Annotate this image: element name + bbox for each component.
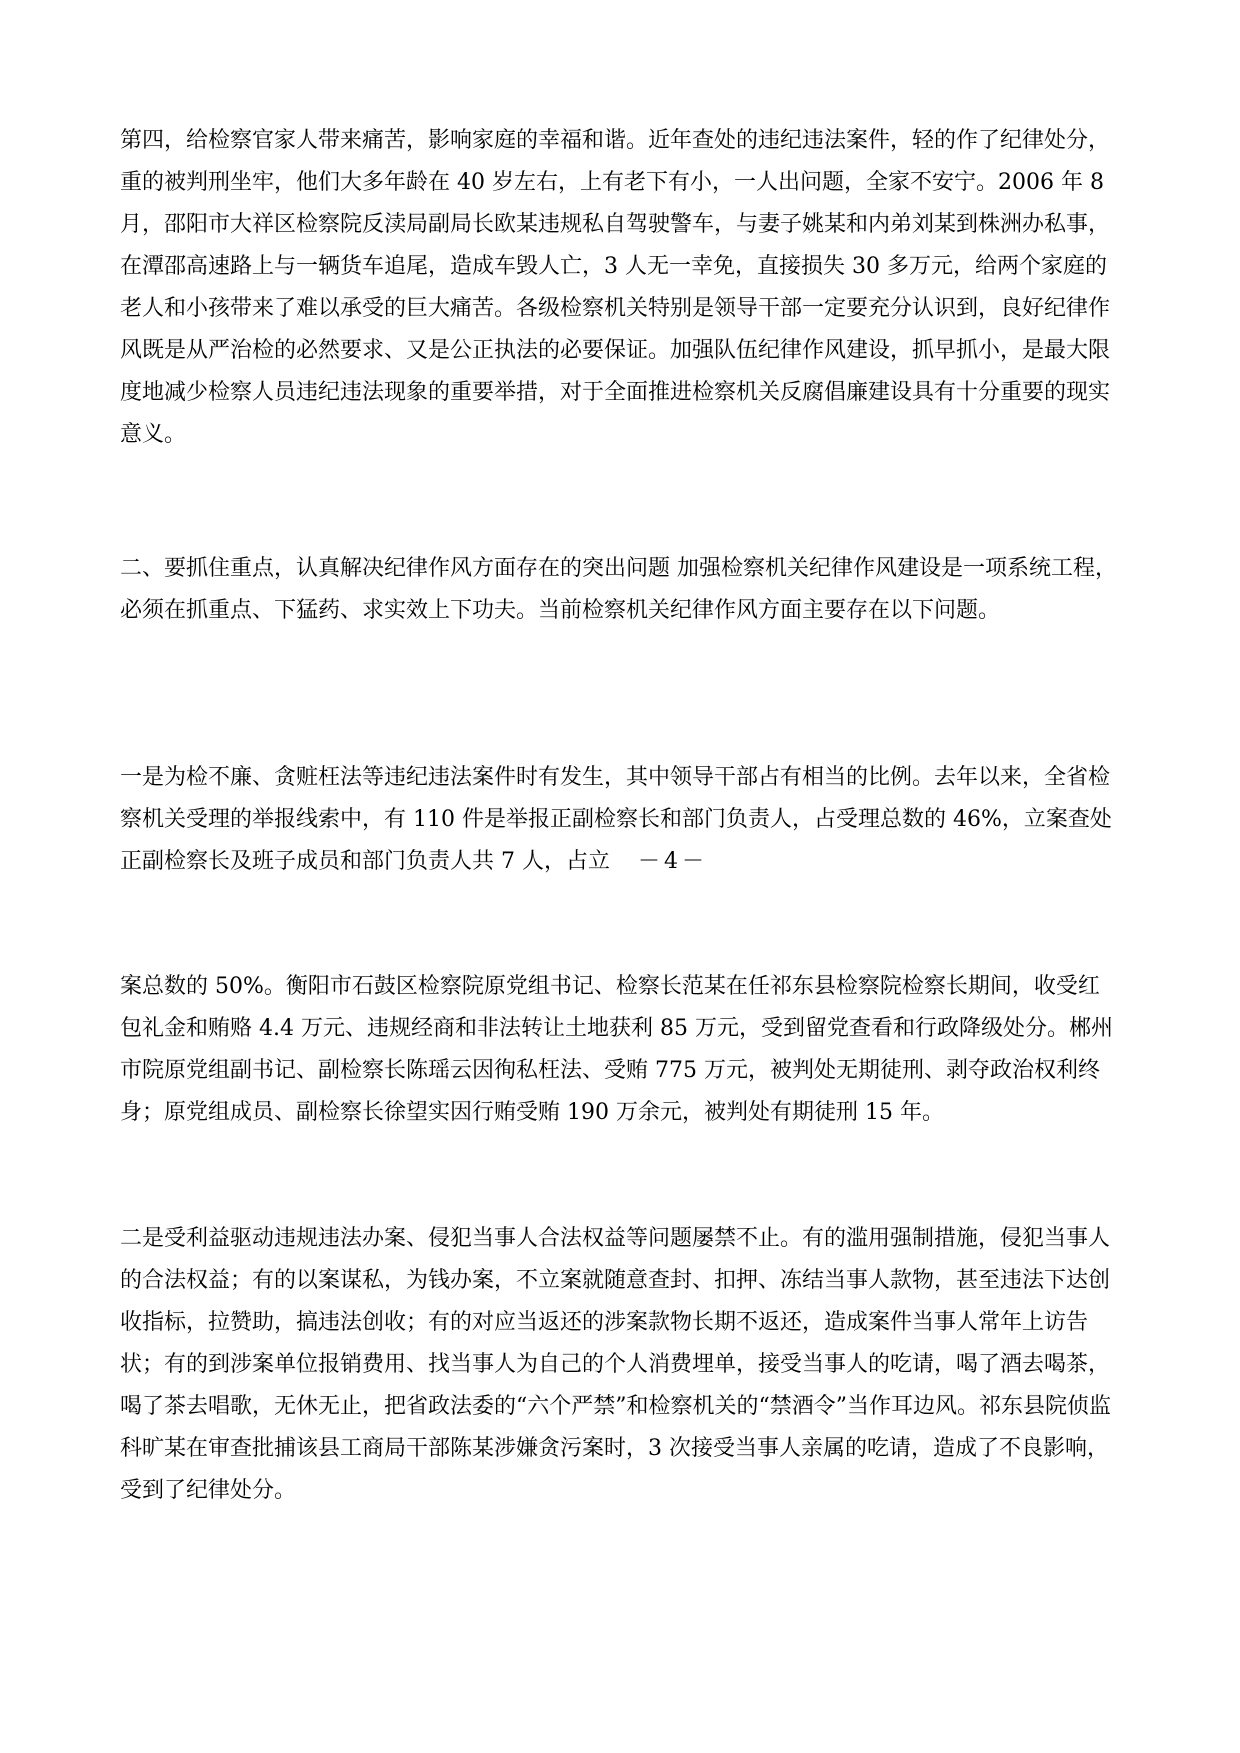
paragraph-problem-two: 二是受利益驱动违规违法办案、侵犯当事人合法权益等问题屡禁不止。有的滥用强制措施，侵犯当事人的合法权益；有的以案谋私，为钱办案，不立案就随意查封、扣押、冻结当事人款物，甚至违法下达创收指标，拉赞助，搞违法创收；有的对应当返还的涉案款物长期不返还，造成案件当事人常年上访告状；有的到涉案单位报销费用、找当事人为自己的个人消费埋单，接受当事人的吃请，喝了酒去喝茶，喝了茶去唱歌，无休无止，把省政法委的“六个严禁”和检察机关的“禁酒令”当作耳边风。祁东县院侦监科旷某在审查批捕该县工商局干部陈某涉嫌贪污案时，3 次接受当事人亲属的吃请，造成了不良影响，受到了纪律处分。 xyxy=(120,1226,1111,1503)
page-number: －4－ xyxy=(638,849,708,874)
paragraph-family-harm: 第四，给检察官家人带来痛苦，影响家庭的幸福和谐。近年查处的违纪违法案件，轻的作了纪律处分，重的被判刑坐牢，他们大多年龄在 40 岁左右，上有老下有小，一人出问题，全家不安宁。2006 年 8 月，邵阳市大祥区检察院反渎局副局长欧某违规私自驾驶警车，与妻子姚某和内弟刘某到株洲办私事，在潭邵高速路上与一辆货车追尾，造成车毁人亡，3 人无一幸免，直接损失 30 多万元，给两个家庭的老人和小孩带来了难以承受的巨大痛苦。各级检察机关特别是领导干部一定要充分认识到，良好纪律作风既是从严治检的必然要求、又是公正执法的必要保证。加强队伍纪律作风建设，抓早抓小，是最大限度地减少检察人员违纪违法现象的重要举措，对于全面推进检察机关反腐倡廉建设具有十分重要的现实意义。 xyxy=(120,128,1111,447)
paragraph-problem-one-text: 一是为检不廉、贪赃枉法等违纪违法案件时有发生，其中领导干部占有相当的比例。去年以来，全省检察机关受理的举报线索中，有 110 件是举报正副检察长和部门负责人，占受理总数的 46%，立案查处正副检察长及班子成员和部门负责人共 7 人，占立 xyxy=(120,765,1112,874)
paragraph-problem-one xyxy=(120,757,1120,883)
paragraph-section-two-heading: 二、要抓住重点，认真解决纪律作风方面存在的突出问题 加强检察机关纪律作风建设是一项系统工程，必须在抓重点、下猛药、求实效上下功夫。当前检察机关纪律作风方面主要存在以下问题。 xyxy=(120,556,1117,623)
paragraph-problem-one-cases: 案总数的 50%。衡阳市石鼓区检察院原党组书记、检察长范某在任祁东县检察院检察长期间，收受红包礼金和贿赂 4.4 万元、违规经商和非法转让土地获利 85 万元，受到留党查看和行政降级处分。郴州市院原党组副书记、副检察长陈瑶云因徇私枉法、受贿 775 万元，被判处无期徒刑、剥夺政治权利终身；原党组成员、副检察长徐望实因行贿受贿 190 万余元，被判处有期徒刑 15 年。 xyxy=(120,974,1113,1125)
